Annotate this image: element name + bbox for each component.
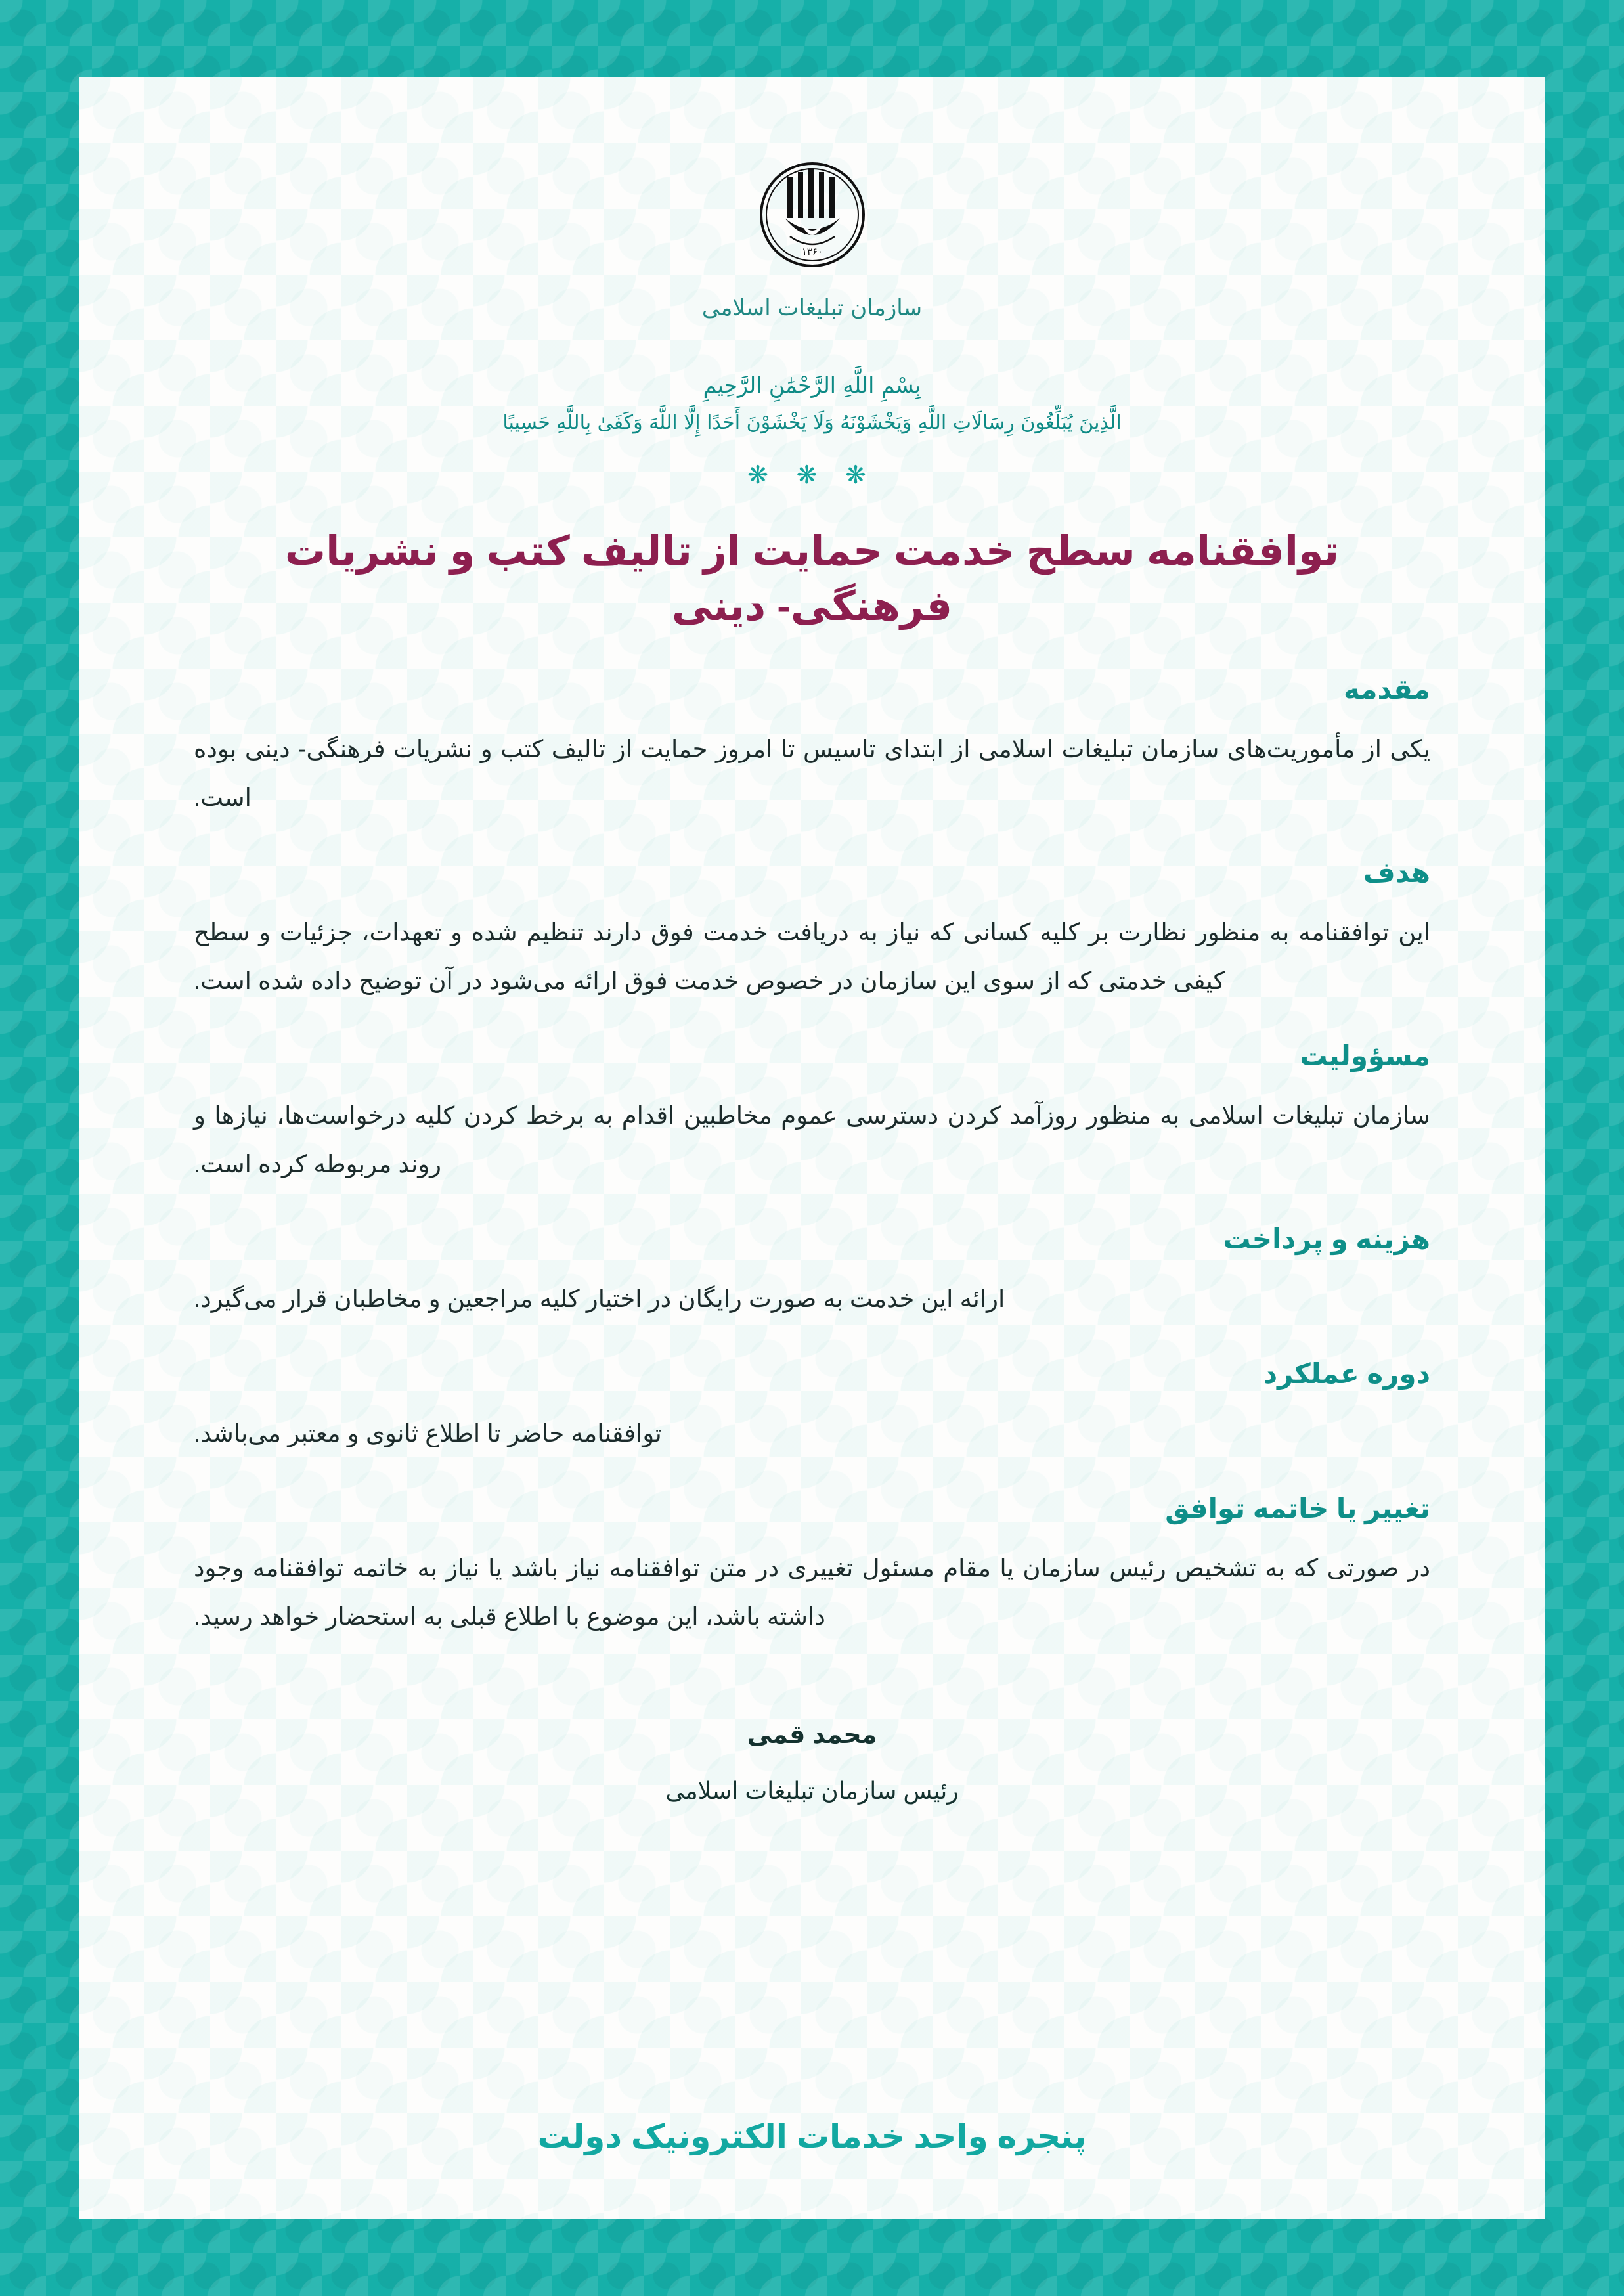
ornament-divider: ❋ ❋ ❋ — [747, 462, 877, 489]
quran-verse: الَّذِينَ يُبَلِّغُونَ رِسَالَاتِ اللَّهِ وَيَخْشَوْنَهُ وَلَا يَخْشَوْنَ أَحَدًا إِلَّا اللَّهَ وَكَفَىٰ بِاللَّهِ حَسِيبًا — [502, 411, 1122, 434]
section-body: توافقنامه حاضر تا اطلاع ثانوی و معتبر می‌باشد. — [194, 1420, 662, 1447]
section-heading: مقدمه — [1344, 674, 1430, 705]
islamic-propagation-organization-emblem — [727, 144, 898, 286]
section-body: این توافقنامه به منظور نظارت بر کلیه کسانی که نیاز به دریافت خدمت فوق دارند تنظیم شده و تعهدات، جزئیات و سطح کیفی خدمتی که از سوی این سازمان در خصوص خدمت فوق ارائه می‌شود در آن توضیح داده شده است. — [194, 919, 1430, 995]
signature-block — [194, 1720, 1430, 1805]
section-hazine-va-pardakht — [194, 1223, 1430, 1323]
document-body — [194, 673, 1430, 1641]
basmala-block — [194, 372, 1430, 434]
document-sheet — [79, 77, 1545, 2219]
section-heading: دوره عملکرد — [1263, 1358, 1430, 1390]
section-body: در صورتی که به تشخیص رئیس سازمان یا مقام مسئول تغییری در متن توافقنامه نیاز باشد یا نیاز به خاتمه توافقنامه وجود داشته باشد، این موضوع با اطلاع قبلی به استحضار خواهد رسید. — [194, 1555, 1430, 1631]
section-body: یکی از مأموریت‌های سازمان تبلیغات اسلامی از ابتدای تاسیس تا امروز حمایت از تالیف کتب و نشریات فرهنگی- دینی بوده است. — [194, 736, 1430, 812]
svg-text:۱۳۶۰: ۱۳۶۰ — [801, 246, 823, 257]
signatory-role: رئیس سازمان تبلیغات اسلامی — [665, 1777, 959, 1805]
basmala-line: بِسْمِ اللَّهِ الرَّحْمَٰنِ الرَّحِيمِ — [703, 372, 921, 398]
section-dore-amalkard — [194, 1358, 1430, 1458]
section-moghaddame — [194, 673, 1430, 822]
section-body: سازمان تبلیغات اسلامی به منظور روزآمد کردن دسترسی عموم مخاطبین اقدام به برخط کردن کلیه درخواست‌ها، نیازها و روند مربوطه کرده است. — [194, 1102, 1430, 1178]
section-heading: هزینه و پرداخت — [1223, 1224, 1430, 1255]
section-taghir-ya-khateme — [194, 1492, 1430, 1641]
section-body: ارائه این خدمت به صورت رایگان در اختیار کلیه مراجعین و مخاطبان قرار می‌گیرد. — [194, 1285, 1005, 1313]
section-hadaf — [194, 856, 1430, 1005]
footer-text: پنجره واحد خدمات الکترونیک دولت — [537, 2118, 1087, 2155]
section-heading: مسؤولیت — [1300, 1040, 1430, 1072]
organization-emblem — [194, 144, 1430, 321]
signatory-name: محمد قمی — [747, 1721, 877, 1750]
page-title: توافقنامه سطح خدمت حمایت از تالیف کتب و نشریات فرهنگی- دینی — [284, 529, 1340, 629]
section-heading: هدف — [1363, 857, 1430, 889]
section-heading: تغییر یا خاتمه توافق — [1165, 1493, 1430, 1524]
emblem-wordmark: سازمان تبلیغات اسلامی — [701, 295, 923, 321]
section-masouliat — [194, 1040, 1430, 1189]
